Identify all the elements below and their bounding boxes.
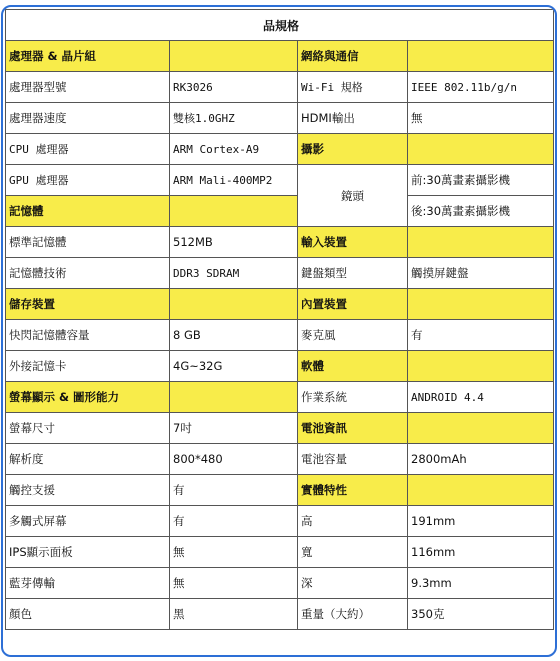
spec-card [1,5,557,657]
cell-c: 攝影 [298,134,408,165]
table-row [6,351,554,382]
cell-d: 2800mAh [408,444,554,475]
table-row [6,413,554,444]
cell-c: HDMI輸出 [298,103,408,134]
cell-b [170,289,298,320]
table-row [6,72,554,103]
cell-c: 作業系統 [298,382,408,413]
table-row [6,599,554,630]
table-row [6,537,554,568]
cell-d [408,227,554,258]
table-row [6,382,554,413]
cell-d: ANDROID 4.4 [408,382,554,413]
cell-a: 解析度 [6,444,170,475]
cell-b: 有 [170,475,298,506]
cell-a: IPS顯示面板 [6,537,170,568]
cell-c: 寬 [298,537,408,568]
cell-b: DDR3 SDRAM [170,258,298,289]
cell-d: IEEE 802.11b/g/n [408,72,554,103]
cell-d: 116mm [408,537,554,568]
cell-a: 螢幕顯示 & 圖形能力 [6,382,170,413]
cell-a: 快閃記憶體容量 [6,320,170,351]
cell-b: 無 [170,537,298,568]
cell-b: 800*480 [170,444,298,475]
table-row [6,134,554,165]
table-row [6,103,554,134]
cell-b: 黑 [170,599,298,630]
cell-d [408,475,554,506]
table-row [6,289,554,320]
cell-b [170,41,298,72]
cell-b: ARM Mali-400MP2 [170,165,298,196]
table-row [6,506,554,537]
table-row [6,475,554,506]
cell-a: 觸控支援 [6,475,170,506]
cell-a: 藍芽傳輸 [6,568,170,599]
table-row [6,320,554,351]
cell-a: 外接記憶卡 [6,351,170,382]
table-row [6,165,554,196]
cell-b: 7吋 [170,413,298,444]
cell-c: 電池資訊 [298,413,408,444]
cell-d: 350克 [408,599,554,630]
cell-b: 512MB [170,227,298,258]
table-row [6,444,554,475]
cell-a: 記憶體 [6,196,170,227]
cell-d [408,351,554,382]
cell-a: 記憶體技術 [6,258,170,289]
cell-a: 螢幕尺寸 [6,413,170,444]
cell-b: 雙核1.0GHZ [170,103,298,134]
cell-c: 網絡與通信 [298,41,408,72]
cell-b: 有 [170,506,298,537]
cell-d: 觸摸屏鍵盤 [408,258,554,289]
cell-c: 高 [298,506,408,537]
cell-c: 實體特性 [298,475,408,506]
cell-c: 鍵盤類型 [298,258,408,289]
cell-d: 有 [408,320,554,351]
cell-d: 後:30萬畫素攝影機 [408,196,554,227]
cell-a: 處理器 & 晶片組 [6,41,170,72]
cell-b [170,196,298,227]
cell-a: 顏色 [6,599,170,630]
title-row [6,10,554,41]
cell-c: Wi-Fi 規格 [298,72,408,103]
cell-a: 標準記憶體 [6,227,170,258]
cell-d [408,41,554,72]
cell-b: ARM Cortex-A9 [170,134,298,165]
cell-c: 深 [298,568,408,599]
table-row [6,196,554,227]
cell-a: 多觸式屏幕 [6,506,170,537]
cell-d: 前:30萬畫素攝影機 [408,165,554,196]
cell-a: GPU 處理器 [6,165,170,196]
cell-d [408,134,554,165]
cell-c: 軟體 [298,351,408,382]
cell-d [408,413,554,444]
spec-table [5,9,554,630]
cell-c: 輸入裝置 [298,227,408,258]
cell-b [170,382,298,413]
cell-c: 重量（大約） [298,599,408,630]
cell-c: 內置裝置 [298,289,408,320]
cell-a: 處理器速度 [6,103,170,134]
cell-a: CPU 處理器 [6,134,170,165]
cell-b: 4G~32G [170,351,298,382]
table-row [6,258,554,289]
cell-d: 191mm [408,506,554,537]
cell-d: 無 [408,103,554,134]
cell-b: 無 [170,568,298,599]
table-row [6,568,554,599]
table-title: 品規格 [6,10,554,41]
cell-c: 麥克風 [298,320,408,351]
cell-d [408,289,554,320]
cell-d: 9.3mm [408,568,554,599]
cell-a: 處理器型號 [6,72,170,103]
table-row [6,41,554,72]
table-row [6,227,554,258]
cell-c: 鏡頭 [298,165,408,227]
cell-c: 電池容量 [298,444,408,475]
cell-b: 8 GB [170,320,298,351]
cell-a: 儲存裝置 [6,289,170,320]
cell-b: RK3026 [170,72,298,103]
